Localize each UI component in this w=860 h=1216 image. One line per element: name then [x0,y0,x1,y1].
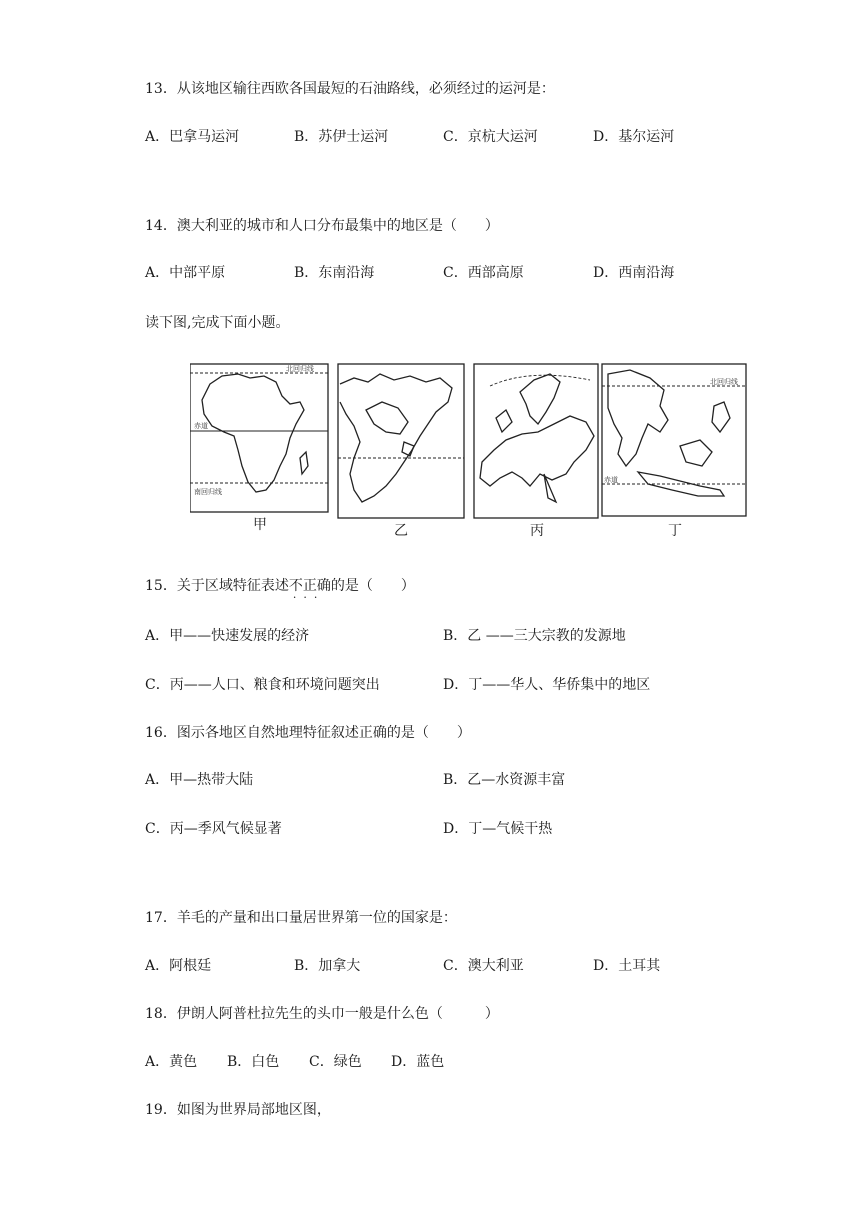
q14-option-a: A．中部平原 [145,265,226,281]
map-bing-scandinavia [520,374,560,424]
map-jia-north-tropic-label: 北回归线 [286,365,314,373]
map-caption-yi: 乙 [394,523,408,539]
instruction-text: 读下图,完成下面小题。 [145,315,290,331]
question-13-stem: 13．从该地区输往西欧各国最短的石油路线，必须经过的运河是： [145,81,555,97]
q16-option-c: C．丙—季风气候显著 [145,821,282,837]
map-jia-south-tropic-label: 南回归线 [194,488,222,496]
q17-option-d: D．土耳其 [593,958,661,974]
q15-option-a: A．甲——快速发展的经济 [145,628,310,644]
q15-stem-after: 的是（ ） [330,578,415,594]
q14-option-c: C．西部高原 [443,265,524,281]
q14-option-b: B．东南沿海 [294,265,375,281]
question-17-stem: 17．羊毛的产量和出口量居世界第一位的国家是： [145,910,457,926]
map-jia-africa [202,374,304,492]
q18-option-d: D．蓝色 [391,1054,445,1070]
q18-option-a: A．黄色 [145,1054,198,1070]
q13-option-b: B．苏伊士运河 [294,129,389,145]
q16-option-b: B．乙—水资源丰富 [443,772,566,788]
q15-option-d: D．丁——华人、华侨集中的地区 [443,677,651,693]
map-bing-frame [474,364,598,518]
q16-option-a: A．甲—热带大陆 [145,772,254,788]
region-maps-figure [190,362,750,537]
q15-stem-before: 15．关于区域特征表述 [145,578,289,594]
map-jia-equator-label: 赤道 [194,422,208,430]
map-caption-bing: 丙 [530,523,544,539]
q16-option-d: D．丁—气候干热 [443,821,553,837]
q13-option-c: C．京杭大运河 [443,129,538,145]
q15-option-b: B．乙 ——三大宗教的发源地 [443,628,626,644]
map-caption-jia: 甲 [253,517,267,533]
q14-option-d: D．西南沿海 [593,265,675,281]
q17-option-a: A．阿根廷 [145,958,212,974]
q13-option-a: A．巴拿马运河 [145,129,240,145]
question-16-stem: 16．图示各地区自然地理特征叙述正确的是（ ） [145,725,471,741]
map-bing-mainland [480,416,594,486]
question-18-stem: 18．伊朗人阿普杜拉先生的头巾一般是什么色（ ） [145,1006,499,1022]
map-ding-mainland [608,370,668,466]
question-15-stem [145,575,415,604]
q18-option-c: C．绿色 [309,1054,362,1070]
question-19-stem: 19．如图为世界局部地区图， [145,1102,331,1118]
question-14-stem: 14．澳大利亚的城市和人口分布最集中的地区是（ ） [145,218,499,234]
q17-option-b: B．加拿大 [294,958,361,974]
map-caption-ding: 丁 [668,523,682,539]
map-ding-north-tropic-label: 北回归线 [710,378,738,386]
q18-option-b: B．白色 [227,1054,280,1070]
q17-option-c: C．澳大利亚 [443,958,524,974]
map-yi-coast [340,374,452,502]
q13-option-d: D．基尔运河 [593,129,675,145]
region-maps-svg [190,362,750,537]
map-ding-frame [602,364,746,516]
q15-option-c: C．丙——人口、粮食和环境问题突出 [145,677,380,693]
q15-stem-emph: 不正确 [288,578,331,594]
q15-emphasis [288,575,331,604]
map-ding-equator-label: 赤道 [604,476,618,484]
emphasis-dots: ··· [292,591,325,604]
